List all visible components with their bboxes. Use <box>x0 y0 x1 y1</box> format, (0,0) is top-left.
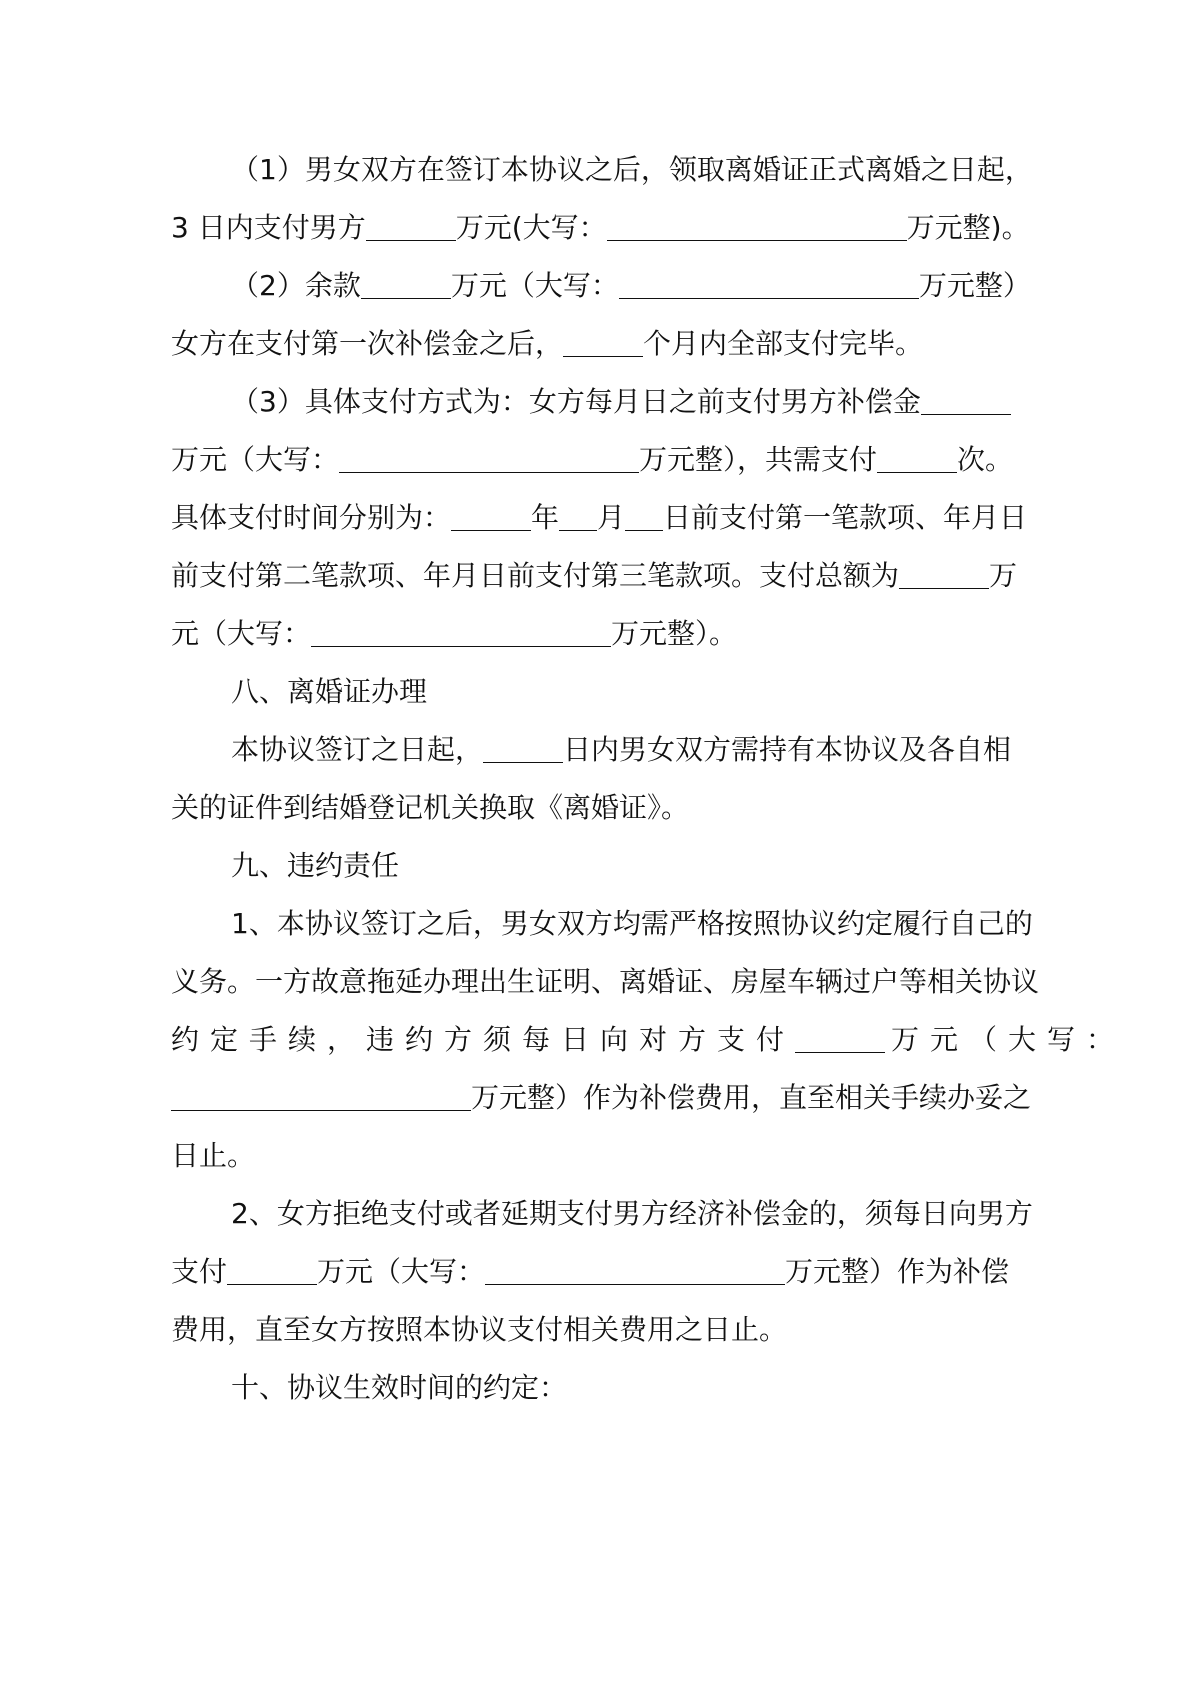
text-segment: 义务。一方故意拖延办理出生证明、离婚证、房屋车辆过户等相关协议 <box>171 965 1040 998</box>
fill-blank-amount-words <box>339 442 639 473</box>
fill-blank-amount <box>795 1022 885 1053</box>
section-10-heading <box>231 1368 567 1408</box>
breach-item-1-line-4 <box>171 1078 1031 1118</box>
fill-blank-days <box>483 732 563 763</box>
text-segment: 女方在支付第一次补偿金之后， <box>171 327 564 360</box>
text-segment: 万元整）作为补偿费用，直至相关手续办妥之 <box>471 1081 1032 1114</box>
payment-item-1-line-2 <box>171 208 1030 248</box>
fill-blank-month <box>559 500 597 531</box>
heading-text: 八、离婚证办理 <box>231 675 428 708</box>
breach-item-2-line-3 <box>171 1310 787 1350</box>
text-segment: 万元（大写： <box>450 269 619 302</box>
text-segment: 个月内全部支付完毕。 <box>643 327 924 360</box>
text-segment: 年 <box>531 501 560 534</box>
section-8-heading <box>231 672 427 712</box>
text-segment: 万元整）作为补偿 <box>785 1255 1010 1288</box>
text-segment: 次。 <box>957 443 1014 476</box>
text-segment: 关的证件到结婚登记机关换取《离婚证》。 <box>171 791 690 824</box>
fill-blank-months <box>563 326 643 357</box>
payment-item-3-line-5 <box>171 614 737 654</box>
fill-blank-amount-words <box>311 616 611 647</box>
breach-item-2-line-2 <box>171 1252 1009 1292</box>
fill-blank-amount <box>366 210 456 241</box>
fill-blank-total <box>899 558 989 589</box>
fill-blank-amount-words <box>619 268 919 299</box>
fill-blank-amount <box>361 268 451 299</box>
text-segment: 日止。 <box>171 1139 256 1172</box>
text-segment: 万元整） <box>918 269 1031 302</box>
heading-text: 十、协议生效时间的约定： <box>231 1371 568 1404</box>
text-segment: 月 <box>597 501 626 534</box>
fill-blank-amount <box>921 384 1011 415</box>
heading-text: 九、违约责任 <box>231 849 400 882</box>
text-segment: 约定手续，违约方须每日向对方支付 <box>171 1023 796 1056</box>
fill-blank-amount-words <box>485 1254 785 1285</box>
payment-item-3-line-3 <box>171 498 1027 538</box>
text-segment: 1、本协议签订之后，男女双方均需严格按照协议约定履行自己的 <box>231 907 1033 940</box>
text-segment: 日前支付第一笔款项、年月日 <box>663 501 1028 534</box>
breach-item-1-line-1 <box>231 904 1033 944</box>
text-segment: 3 日内支付男方 <box>171 211 366 244</box>
payment-item-3-line-2 <box>171 440 1013 480</box>
payment-item-1-line-1 <box>231 150 1033 190</box>
payment-item-2-line-1 <box>231 266 1031 306</box>
fill-blank-amount-words <box>607 210 907 241</box>
text-segment: （3）具体支付方式为：女方每月日之前支付男方补偿金 <box>231 385 921 418</box>
breach-item-1-line-5 <box>171 1136 255 1176</box>
payment-item-2-line-2 <box>171 324 923 364</box>
text-segment: 元（大写： <box>171 617 312 650</box>
text-segment: 具体支付时间分别为： <box>171 501 452 534</box>
text-segment: 万元（大写： <box>317 1255 486 1288</box>
text-segment: 本协议签订之日起， <box>231 733 484 766</box>
fill-blank-day <box>625 500 663 531</box>
breach-item-2-line-1 <box>231 1194 1033 1234</box>
text-segment: 万元整）。 <box>611 617 738 650</box>
text-segment: 日内男女双方需持有本协议及各自相 <box>563 733 1012 766</box>
text-segment: 万元（大写： <box>171 443 340 476</box>
fill-blank-times <box>877 442 957 473</box>
text-segment: 万元(大写： <box>455 211 607 244</box>
section-9-heading <box>231 846 399 886</box>
text-segment: 前支付第二笔款项、年月日前支付第三笔款项。支付总额为 <box>171 559 900 592</box>
section-8-line-1 <box>231 730 1011 770</box>
text-segment: 支付 <box>171 1255 228 1288</box>
text-segment: 万元整)。 <box>906 211 1030 244</box>
fill-blank-amount <box>227 1254 317 1285</box>
fill-blank-year <box>451 500 531 531</box>
payment-item-3-line-4 <box>171 556 1017 596</box>
section-8-line-2 <box>171 788 689 828</box>
payment-item-3-line-1 <box>231 382 1011 422</box>
payment-item-1-text: （1）男女双方在签订本协议之后，领取离婚证正式离婚之日起， <box>231 153 1033 186</box>
fill-blank-amount-words <box>171 1080 471 1111</box>
breach-item-1-line-3 <box>171 1020 1125 1060</box>
breach-item-1-line-2 <box>171 962 1039 1002</box>
text-segment: 2、女方拒绝支付或者延期支付男方经济补偿金的，须每日向男方 <box>231 1197 1033 1230</box>
text-segment: 万元整），共需支付 <box>639 443 878 476</box>
text-segment: 万元（大写： <box>891 1023 1126 1056</box>
text-segment: 费用，直至女方按照本协议支付相关费用之日止。 <box>171 1313 788 1346</box>
text-segment: （2）余款 <box>231 269 361 302</box>
text-segment: 万 <box>989 559 1018 592</box>
